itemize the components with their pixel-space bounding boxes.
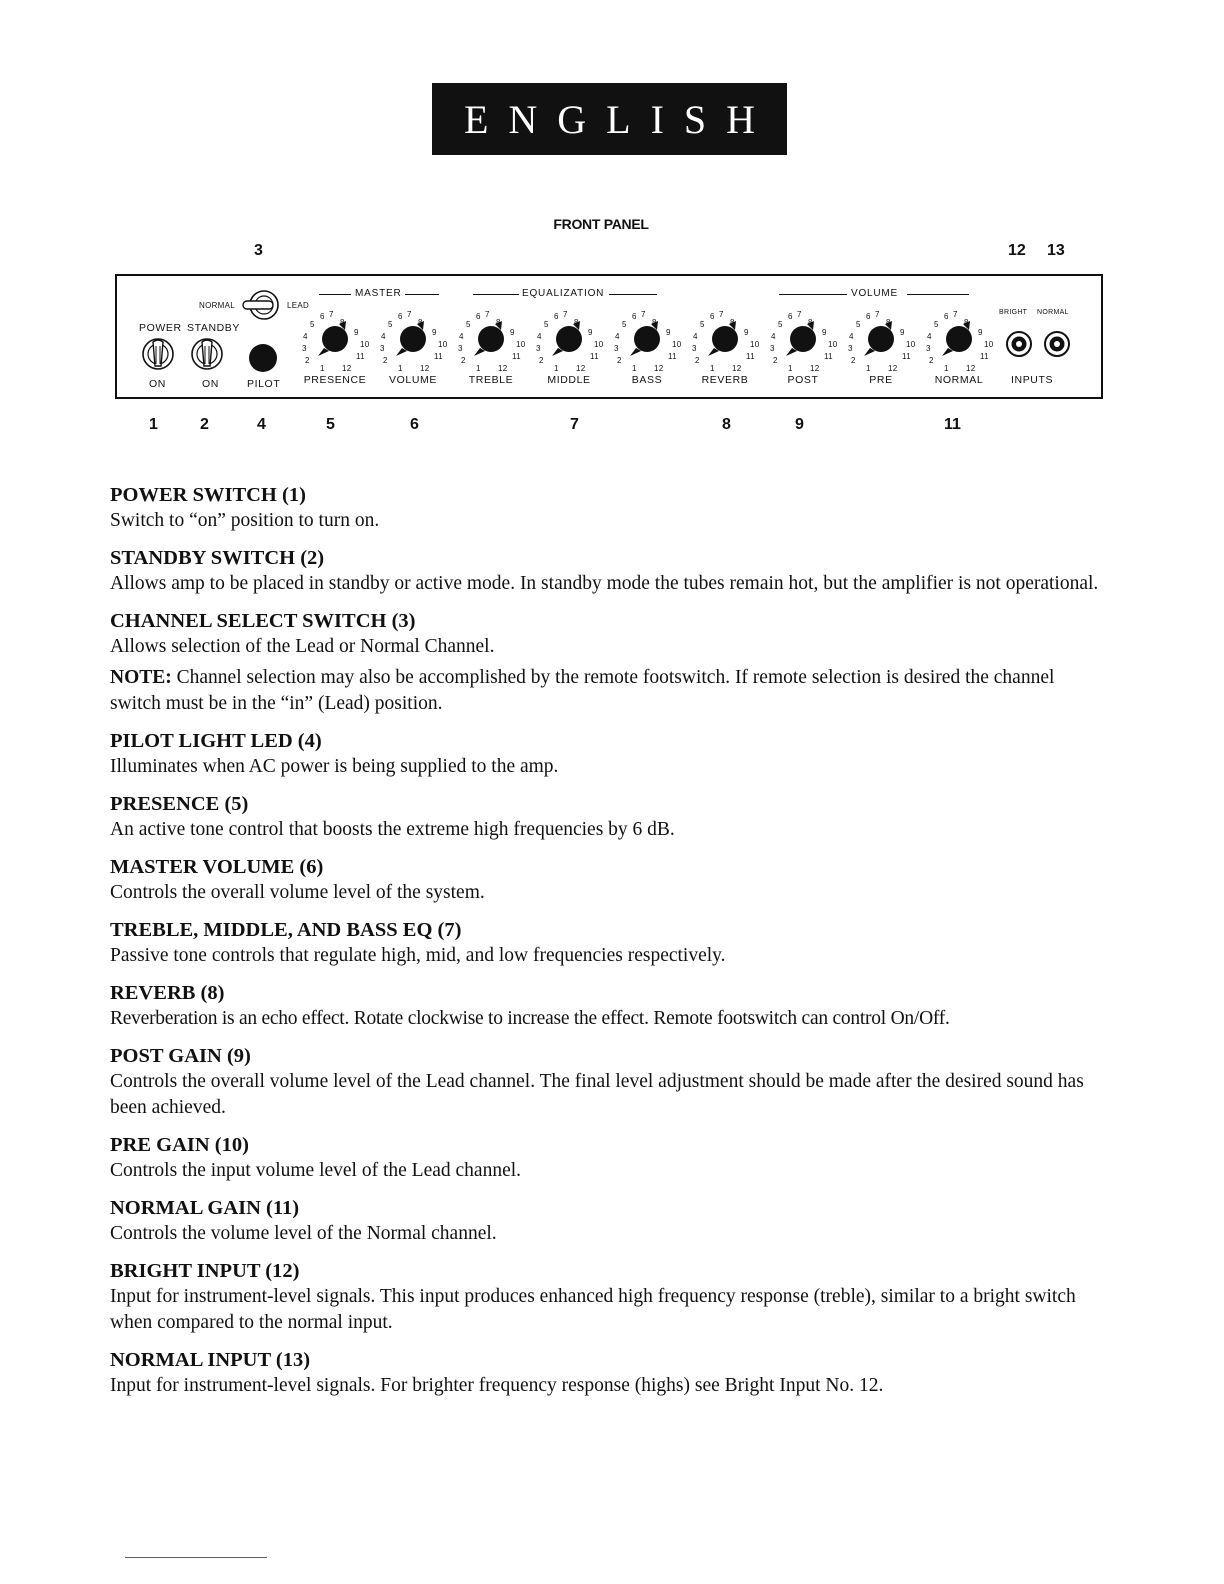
volume-group-label: VOLUME <box>851 288 899 299</box>
scale-number: 5 <box>310 320 315 329</box>
scale-number: 1 <box>398 364 403 373</box>
callout-11: 11 <box>944 416 961 433</box>
power-label: POWER <box>139 322 182 334</box>
scale-number: 4 <box>771 332 776 341</box>
section-title: STANDBY SWITCH (2) <box>110 547 325 569</box>
scale-number: 3 <box>926 344 931 353</box>
scale-number: 4 <box>693 332 698 341</box>
scale-number: 6 <box>944 312 949 321</box>
scale-number: 11 <box>824 352 833 361</box>
scale-number: 3 <box>380 344 385 353</box>
knob-label: VOLUME <box>389 374 437 386</box>
scale-number: 2 <box>695 356 700 365</box>
power-on-label: ON <box>149 378 166 390</box>
bright-input-jack[interactable] <box>1006 331 1032 357</box>
volume-line-left <box>779 294 847 295</box>
scale-number: 12 <box>498 364 508 373</box>
scale-number: 12 <box>420 364 430 373</box>
volume-line-right <box>907 294 969 295</box>
standby-on-label: ON <box>202 378 219 390</box>
scale-number: 6 <box>788 312 793 321</box>
section-body: Input for instrument-level signals. This input produces enhanced high frequency response (treble), similar to a bright switch when compared to the normal input. <box>110 1286 1076 1333</box>
scale-number: 11 <box>356 352 365 361</box>
scale-number: 12 <box>576 364 586 373</box>
knob-label: POST <box>787 374 819 386</box>
callout-6: 6 <box>410 416 419 433</box>
scale-number: 7 <box>953 310 958 319</box>
scale-number: 10 <box>906 340 916 349</box>
callout-2: 2 <box>200 416 209 433</box>
front-panel-diagram <box>115 274 1103 399</box>
scale-number: 6 <box>866 312 871 321</box>
knob-icon[interactable] <box>783 318 823 358</box>
scale-number: 6 <box>632 312 637 321</box>
knob-label: REVERB <box>701 374 749 386</box>
section-body: Reverberation is an echo effect. Rotate clockwise to increase the effect. Remote footswitch can control On/Off. <box>110 1008 950 1029</box>
knob-icon[interactable] <box>939 318 979 358</box>
knob-icon[interactable] <box>705 318 745 358</box>
section-eq <box>110 917 1105 969</box>
scale-number: 5 <box>622 320 627 329</box>
scale-number: 5 <box>778 320 783 329</box>
scale-number: 7 <box>719 310 724 319</box>
pilot-label: PILOT <box>247 378 281 390</box>
callout-5: 5 <box>326 416 335 433</box>
section-body: Controls the overall volume level of the Lead channel. The final level adjustment should be made after the desired sound has been achieved. <box>110 1071 1084 1118</box>
scale-number: 8 <box>964 318 969 327</box>
scale-number: 4 <box>615 332 620 341</box>
scale-number: 1 <box>944 364 949 373</box>
section-title: NORMAL INPUT (13) <box>110 1349 311 1371</box>
scale-number: 12 <box>810 364 820 373</box>
scale-number: 4 <box>381 332 386 341</box>
scale-number: 4 <box>459 332 464 341</box>
normal-input-label: NORMAL <box>1037 309 1069 316</box>
section-title: BRIGHT INPUT (12) <box>110 1260 300 1282</box>
scale-number: 9 <box>978 328 983 337</box>
scale-number: 12 <box>654 364 664 373</box>
knob-label: PRESENCE <box>303 374 367 386</box>
scale-number: 9 <box>744 328 749 337</box>
scale-number: 9 <box>666 328 671 337</box>
scale-number: 9 <box>510 328 515 337</box>
section-title: REVERB (8) <box>110 982 225 1004</box>
scale-number: 6 <box>554 312 559 321</box>
scale-number: 8 <box>418 318 423 327</box>
scale-number: 11 <box>668 352 677 361</box>
scale-number: 3 <box>770 344 775 353</box>
scale-number: 12 <box>966 364 976 373</box>
scale-number: 4 <box>849 332 854 341</box>
scale-number: 8 <box>340 318 345 327</box>
scale-number: 11 <box>590 352 599 361</box>
section-body: Passive tone controls that regulate high, mid, and low frequencies respectively. <box>110 945 726 966</box>
scale-number: 10 <box>750 340 760 349</box>
section-post-gain <box>110 1043 1105 1121</box>
section-body: Controls the input volume level of the Lead channel. <box>110 1160 522 1181</box>
callout-8: 8 <box>722 416 731 433</box>
scale-number: 1 <box>710 364 715 373</box>
scale-number: 11 <box>980 352 989 361</box>
scale-number: 7 <box>407 310 412 319</box>
front-panel-title: FRONT PANEL <box>553 216 649 232</box>
lead-switch-label: LEAD <box>287 301 310 310</box>
scale-number: 10 <box>360 340 370 349</box>
scale-number: 7 <box>641 310 646 319</box>
scale-number: 11 <box>746 352 755 361</box>
scale-number: 12 <box>732 364 742 373</box>
section-title: PRESENCE (5) <box>110 793 249 815</box>
note-text: Channel selection may also be accomplished by the remote footswitch. If remote selection is desired the channel switch must be in the “in” (Lead) position. <box>110 667 1055 714</box>
scale-number: 7 <box>485 310 490 319</box>
scale-number: 8 <box>496 318 501 327</box>
scale-number: 7 <box>797 310 802 319</box>
normal-input-jack[interactable] <box>1044 331 1070 357</box>
description-sections <box>110 482 1105 1399</box>
knob-label: BASS <box>631 374 663 386</box>
scale-number: 1 <box>632 364 637 373</box>
scale-number: 7 <box>875 310 880 319</box>
scale-number: 4 <box>537 332 542 341</box>
scale-number: 8 <box>886 318 891 327</box>
section-title: NORMAL GAIN (11) <box>110 1197 300 1219</box>
scale-number: 2 <box>851 356 856 365</box>
knob-label: NORMAL <box>934 374 984 386</box>
bright-input-label: BRIGHT <box>999 309 1028 316</box>
callout-9: 9 <box>795 416 804 433</box>
knob-icon[interactable] <box>471 318 511 358</box>
eq-line-left <box>473 294 519 295</box>
callout-12: 12 <box>1008 242 1026 259</box>
section-title: MASTER VOLUME (6) <box>110 856 324 878</box>
scale-number: 8 <box>574 318 579 327</box>
scale-number: 4 <box>303 332 308 341</box>
section-channel-select <box>110 608 1105 717</box>
scale-number: 5 <box>388 320 393 329</box>
callout-3: 3 <box>254 242 263 259</box>
section-title: POWER SWITCH (1) <box>110 484 306 506</box>
scale-number: 8 <box>808 318 813 327</box>
scale-number: 1 <box>866 364 871 373</box>
scale-number: 2 <box>305 356 310 365</box>
section-power-switch <box>110 482 1105 534</box>
scale-number: 7 <box>329 310 334 319</box>
section-body: Switch to “on” position to turn on. <box>110 510 380 531</box>
section-title: TREBLE, MIDDLE, AND BASS EQ (7) <box>110 919 462 941</box>
section-title: PRE GAIN (10) <box>110 1134 249 1156</box>
scale-number: 9 <box>588 328 593 337</box>
channel-select-switch[interactable] <box>239 288 289 322</box>
section-body: Allows amp to be placed in standby or active mode. In standby mode the tubes remain hot, but the amplifier is not operational. <box>110 573 1099 594</box>
section-title: PILOT LIGHT LED (4) <box>110 730 322 752</box>
section-pilot-light <box>110 728 1105 780</box>
scale-number: 7 <box>563 310 568 319</box>
scale-number: 5 <box>544 320 549 329</box>
scale-number: 2 <box>539 356 544 365</box>
section-standby-switch <box>110 545 1105 597</box>
section-bright-input <box>110 1258 1105 1336</box>
master-group-label: MASTER <box>355 288 402 299</box>
normal-switch-label: NORMAL <box>199 301 236 310</box>
note-label: NOTE: <box>110 667 172 688</box>
scale-number: 3 <box>302 344 307 353</box>
callout-13: 13 <box>1047 242 1065 259</box>
scale-number: 11 <box>434 352 443 361</box>
section-title: POST GAIN (9) <box>110 1045 251 1067</box>
master-line-right <box>405 294 439 295</box>
inputs-label: INPUTS <box>1011 374 1054 386</box>
scale-number: 2 <box>773 356 778 365</box>
scale-number: 2 <box>617 356 622 365</box>
footer-rule <box>125 1557 267 1558</box>
scale-number: 10 <box>828 340 838 349</box>
section-body: An active tone control that boosts the extreme high frequencies by 6 dB. <box>110 819 675 840</box>
scale-number: 10 <box>594 340 604 349</box>
knob-icon[interactable] <box>393 318 433 358</box>
scale-number: 5 <box>700 320 705 329</box>
scale-number: 3 <box>458 344 463 353</box>
scale-number: 10 <box>438 340 448 349</box>
section-title: CHANNEL SELECT SWITCH (3) <box>110 610 416 632</box>
scale-number: 4 <box>927 332 932 341</box>
knob-icon[interactable] <box>627 318 667 358</box>
scale-number: 1 <box>788 364 793 373</box>
standby-toggle-switch[interactable] <box>190 334 224 374</box>
scale-number: 2 <box>461 356 466 365</box>
master-line-left <box>319 294 351 295</box>
scale-number: 10 <box>516 340 526 349</box>
scale-number: 6 <box>710 312 715 321</box>
knob-icon[interactable] <box>549 318 589 358</box>
scale-number: 10 <box>672 340 682 349</box>
power-toggle-switch[interactable] <box>141 334 175 374</box>
equalization-group-label: EQUALIZATION <box>522 288 605 299</box>
scale-number: 6 <box>320 312 325 321</box>
knob-label: MIDDLE <box>547 374 591 386</box>
scale-number: 3 <box>848 344 853 353</box>
section-master-volume <box>110 854 1105 906</box>
scale-number: 8 <box>652 318 657 327</box>
scale-number: 10 <box>984 340 994 349</box>
scale-number: 2 <box>929 356 934 365</box>
scale-number: 1 <box>476 364 481 373</box>
scale-number: 1 <box>554 364 559 373</box>
section-pre-gain <box>110 1132 1105 1184</box>
scale-number: 1 <box>320 364 325 373</box>
scale-number: 5 <box>466 320 471 329</box>
knob-icon[interactable] <box>315 318 355 358</box>
scale-number: 8 <box>730 318 735 327</box>
section-body: Controls the volume level of the Normal channel. <box>110 1223 497 1244</box>
language-banner: ENGLISH <box>432 83 787 155</box>
scale-number: 11 <box>902 352 911 361</box>
section-body: Input for instrument-level signals. For brighter frequency response (highs) see Bright Input No. 12. <box>110 1375 884 1396</box>
section-normal-gain <box>110 1195 1105 1247</box>
section-body: Allows selection of the Lead or Normal Channel. <box>110 636 495 657</box>
knob-label: PRE <box>869 374 893 386</box>
scale-number: 3 <box>536 344 541 353</box>
scale-number: 2 <box>383 356 388 365</box>
scale-number: 12 <box>342 364 352 373</box>
pilot-light-icon <box>248 343 278 373</box>
scale-number: 9 <box>354 328 359 337</box>
callout-7: 7 <box>570 416 579 433</box>
eq-line-right <box>609 294 657 295</box>
scale-number: 9 <box>822 328 827 337</box>
scale-number: 5 <box>856 320 861 329</box>
section-body: Controls the overall volume level of the system. <box>110 882 485 903</box>
scale-number: 9 <box>900 328 905 337</box>
scale-number: 11 <box>512 352 521 361</box>
standby-label: STANDBY <box>187 322 241 334</box>
callout-1: 1 <box>149 416 158 433</box>
scale-number: 5 <box>934 320 939 329</box>
callout-4: 4 <box>257 416 266 433</box>
scale-number: 12 <box>888 364 898 373</box>
scale-number: 3 <box>614 344 619 353</box>
scale-number: 3 <box>692 344 697 353</box>
section-body: Illuminates when AC power is being supplied to the amp. <box>110 756 559 777</box>
scale-number: 9 <box>432 328 437 337</box>
scale-number: 6 <box>476 312 481 321</box>
knob-icon[interactable] <box>861 318 901 358</box>
knob-label: TREBLE <box>468 374 514 386</box>
scale-number: 6 <box>398 312 403 321</box>
section-normal-input <box>110 1347 1105 1399</box>
section-presence <box>110 791 1105 843</box>
section-reverb <box>110 980 1105 1032</box>
channel-note <box>110 665 1105 717</box>
